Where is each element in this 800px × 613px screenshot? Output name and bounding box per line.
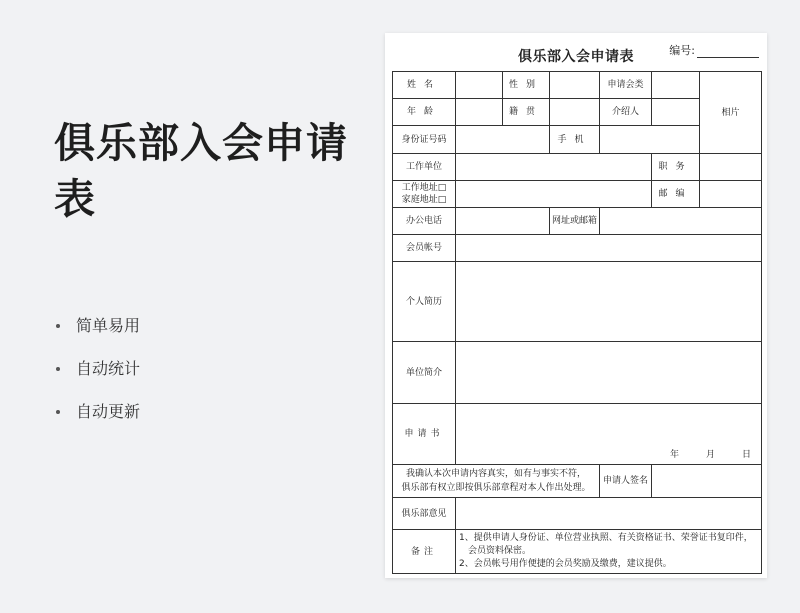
label-age: 年龄 (393, 99, 456, 126)
label-remarks: 备注 (393, 530, 456, 574)
label-signature: 申请人签名 (600, 465, 652, 498)
serial-field[interactable] (697, 46, 759, 58)
form-title: 俱乐部入会申请表 (518, 49, 634, 65)
date-line (643, 449, 751, 461)
form-sheet (385, 33, 767, 578)
label-web-email: 网址或邮箱 (550, 208, 600, 235)
photo-label: 相片 (721, 107, 740, 118)
field-referrer[interactable] (652, 99, 700, 126)
feature-label: 自动更新 (76, 402, 141, 421)
field-org-intro[interactable] (456, 342, 762, 404)
label-id-number: 身份证号码 (393, 126, 456, 154)
field-gender[interactable] (550, 72, 600, 99)
remarks-text (456, 530, 762, 574)
field-position[interactable] (700, 154, 762, 181)
label-name: 姓名 (393, 72, 456, 99)
field-signature[interactable] (652, 465, 762, 498)
remark-item: 1、提供申请人身份证、单位营业执照、有关资格证书、荣誉证书复印件，会员资料保密。 (459, 533, 753, 556)
photo-box[interactable] (700, 72, 762, 154)
declaration (393, 465, 600, 498)
field-name[interactable] (456, 72, 503, 99)
bullet-icon (56, 410, 60, 414)
feature-item (54, 312, 140, 355)
page-headline: 俱乐部入会申请表 (54, 119, 348, 223)
feature-list (54, 312, 140, 441)
declaration-line-1: 我确认本次申请内容真实，如有与事实不符， (405, 469, 586, 479)
label-gender: 性别 (503, 72, 550, 99)
field-employer[interactable] (456, 154, 652, 181)
bullet-icon (56, 367, 60, 371)
label-category: 申请会类 (600, 72, 652, 99)
field-club-opinion[interactable] (456, 498, 762, 530)
field-resume[interactable] (456, 262, 762, 342)
label-resume: 个人简历 (393, 262, 456, 342)
feature-label: 自动统计 (76, 359, 141, 378)
field-mobile[interactable] (600, 126, 700, 154)
field-age[interactable] (456, 99, 503, 126)
field-native[interactable] (550, 99, 600, 126)
field-category[interactable] (652, 72, 700, 99)
year-label: 年 (669, 450, 679, 460)
feature-item (54, 398, 140, 441)
label-address (393, 181, 456, 208)
label-office-phone: 办公电话 (393, 208, 456, 235)
label-mobile: 手机 (550, 126, 600, 154)
field-application[interactable] (456, 404, 762, 465)
field-id-number[interactable] (456, 126, 550, 154)
feature-label: 简单易用 (76, 316, 141, 335)
bullet-icon (56, 324, 60, 328)
field-web-email[interactable] (600, 208, 762, 235)
label-postcode: 邮编 (652, 181, 700, 208)
label-application: 申请书 (393, 404, 456, 465)
label-referrer: 介绍人 (600, 99, 652, 126)
month-label: 月 (705, 450, 715, 460)
declaration-line-2: 俱乐部有权立即按俱乐部章程对本人作出处理。 (401, 483, 591, 493)
label-native: 籍贯 (503, 99, 550, 126)
serial-label: 编号: (669, 44, 695, 57)
label-work-address[interactable]: 工作地址□ (401, 183, 447, 193)
label-employer: 工作单位 (393, 154, 456, 181)
label-org-intro: 单位简介 (393, 342, 456, 404)
field-address[interactable] (456, 181, 652, 208)
application-form-table (392, 71, 762, 574)
feature-item (54, 355, 140, 398)
field-postcode[interactable] (700, 181, 762, 208)
serial-number (669, 42, 759, 58)
label-club-opinion: 俱乐部意见 (393, 498, 456, 530)
label-position: 职务 (652, 154, 700, 181)
label-member-account: 会员帐号 (393, 235, 456, 262)
field-office-phone[interactable] (456, 208, 550, 235)
label-home-address[interactable]: 家庭地址□ (401, 195, 447, 205)
field-member-account[interactable] (456, 235, 762, 262)
day-label: 日 (741, 450, 751, 460)
remark-item: 2、会员帐号用作便捷的会员奖励及缴费，建议提供。 (459, 559, 672, 569)
